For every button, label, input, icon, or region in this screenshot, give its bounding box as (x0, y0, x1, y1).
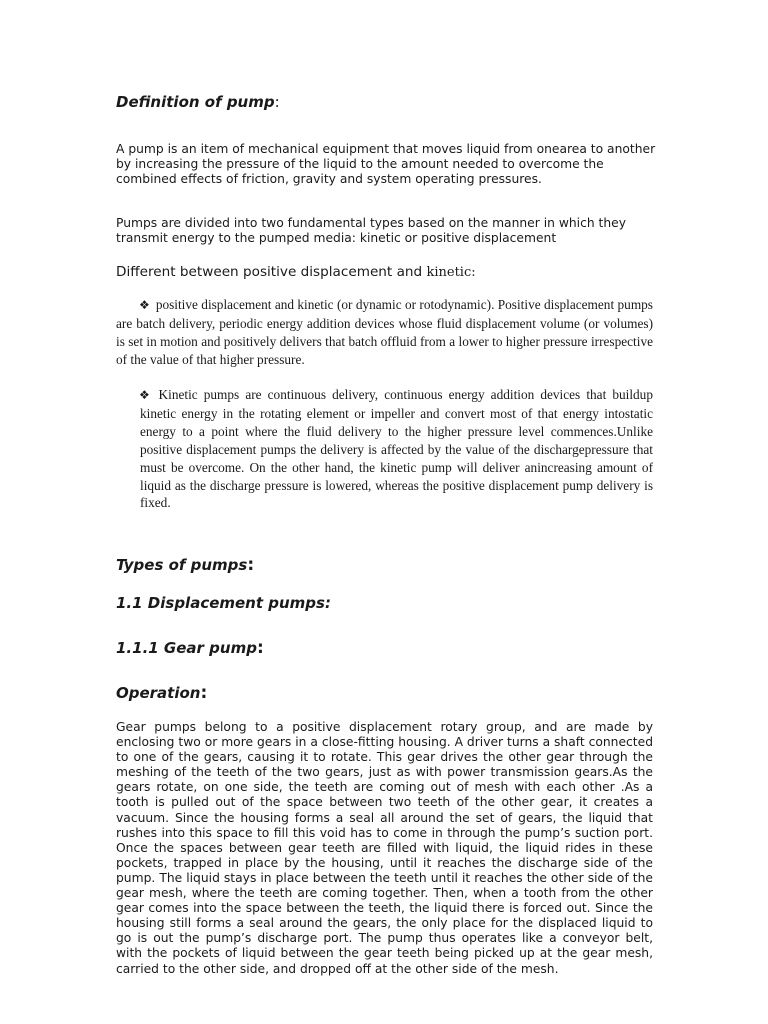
heading-types-text: Types of pumps (116, 556, 248, 574)
heading-gear-text: 1.1.1 Gear pump (116, 639, 257, 657)
heading-definition-of-pump (116, 93, 280, 111)
bullet-item-kinetic (140, 386, 653, 512)
paragraph-pump-types: Pumps are divided into two fundamental types based on the manner in which they transmit energy to the pumped media: kinetic or positive displacement (116, 216, 627, 245)
heading-operation-colon: : (200, 683, 208, 703)
diamond-bullet-icon: ❖ (139, 388, 153, 402)
heading-operation (116, 683, 207, 703)
heading-operation-text: Operation (116, 684, 201, 702)
heading-types-colon: : (247, 555, 255, 575)
heading-definition-colon: : (274, 93, 280, 111)
heading-gear-pump (116, 638, 264, 658)
heading-different-between (116, 264, 476, 280)
bullet-item-positive-displacement (116, 296, 653, 369)
bullet-item-text: Kinetic pumps are continuous delivery, continuous energy addition devices that buildup kinetic energy in the rotating element or impeller and convert most of that energy intostatic energy to a point where the fluid delivery to the higher pressure level commences.Unlike positive displacement pumps the delivery is affected by the value of the dischargepressure that must be overcome. On the other hand, the kinetic pump will deliver anincreasing amount of liquid as the discharge pressure is lowered, whereas the positive displacement pump delivery is fixed. (140, 387, 653, 511)
heading-displacement-pumps: 1.1 Displacement pumps: (116, 594, 331, 612)
diamond-bullet-icon: ❖ (139, 298, 150, 312)
heading-different-tail: kinetic: (426, 265, 476, 280)
bullet-item-text: positive displacement and kinetic (or dynamic or rotodynamic). Positive displacement pumps are batch delivery, periodic energy addition devices whose fluid displacement volume (or volumes) is set in motion and positively delivers that batch offluid from a lower to higher pressure irrespective of the value of that higher pressure. (116, 297, 653, 367)
paragraph-gear-pump-operation: Gear pumps belong to a positive displacement rotary group, and are made by enclosing two or more gears in a close-fitting housing. A driver turns a shaft connected to one of the gears, causing it to rotate. This gear drives the other gear through the meshing of the teeth of the two gears, just as with power transmission gears.As the gears rotate, on one side, the teeth are coming out of mesh with each other .As a tooth is pulled out of the space between two teeth of the other gear, it creates a vacuum. Since the housing forms a seal all around the set of gears, the liquid that rushes into this space to fill this void has to come in through the pump’s suction port. Once the spaces between gear teeth are filled with liquid, the liquid rides in these pockets, trapped in place by the housing, until it reaches the discharge side of the pump. The liquid stays in place between the teeth until it reaches the other side of the gear mesh, where the teeth are coming together. Then, when a tooth from the other gear comes into the space between the teeth, the liquid there is forced out. Since the housing still forms a seal around the gears, the only place for the displaced liquid to go is out the pump’s discharge port. The pump thus operates like a conveyor belt, with the pockets of liquid between the gear teeth being picked up at the gear mesh, carried to the other side, and dropped off at the other side of the mesh. (116, 720, 653, 976)
heading-definition-text: Definition of pump (116, 93, 275, 111)
heading-different-text: Different between positive displacement and (116, 264, 427, 280)
heading-gear-colon: : (256, 638, 264, 658)
heading-types-of-pumps (116, 555, 254, 575)
paragraph-definition: A pump is an item of mechanical equipment that moves liquid from onearea to another by increasing the pressure of the liquid to the amount needed to overcome the combined effects of friction, gravity and system operating pressures. (116, 142, 656, 186)
